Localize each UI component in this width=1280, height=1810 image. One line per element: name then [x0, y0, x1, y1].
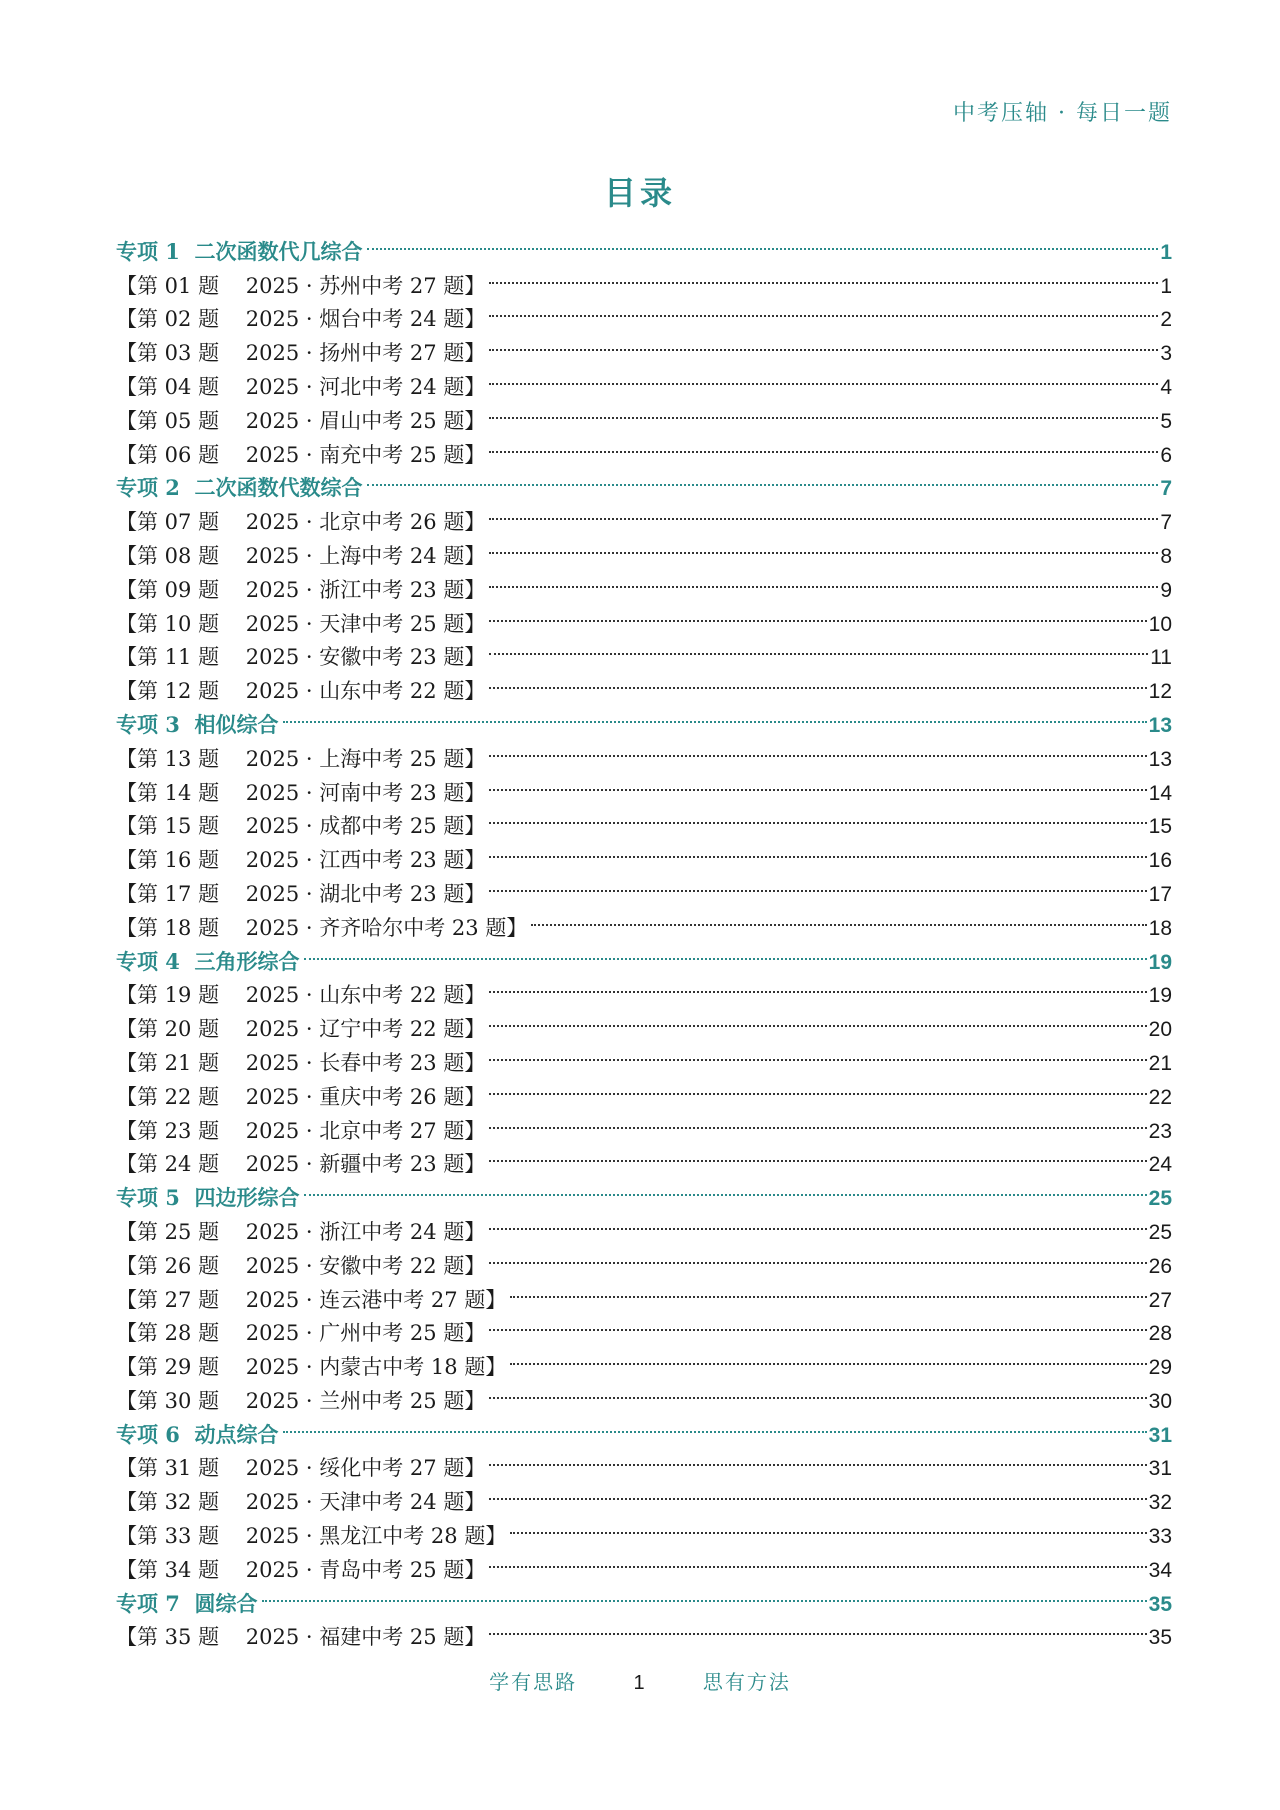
- page-footer: [0, 1666, 1280, 1695]
- toc-leader-dots: [489, 1307, 1146, 1341]
- toc-page-number: 26: [1148, 1254, 1172, 1278]
- toc-leader-dots: [283, 698, 1147, 732]
- toc-leader-dots: [489, 969, 1146, 1003]
- toc-section-label: 专项 4 三角形综合: [116, 948, 300, 974]
- toc-leader-dots: [489, 1475, 1146, 1509]
- toc-item-label: 【第 21 题 2025 · 长春中考 23 题】: [116, 1050, 486, 1075]
- toc-leader-dots: [304, 935, 1147, 969]
- toc-page-number: 3: [1160, 342, 1172, 366]
- toc-item-label: 【第 34 题 2025 · 青岛中考 25 题】: [116, 1557, 486, 1582]
- toc-leader-dots: [489, 1002, 1146, 1036]
- toc-page-number: 23: [1148, 1119, 1172, 1143]
- toc-item-label: 【第 05 题 2025 · 眉山中考 25 题】: [116, 408, 486, 433]
- toc-item-label: 【第 02 题 2025 · 烟台中考 24 题】: [116, 307, 486, 332]
- toc-page-number: 8: [1160, 544, 1172, 568]
- toc-page-number: 1: [1160, 274, 1172, 298]
- toc-leader-dots: [489, 1205, 1146, 1239]
- toc-page-number: 14: [1148, 781, 1172, 805]
- toc-leader-dots: [489, 1611, 1146, 1645]
- toc-item-label: 【第 07 题 2025 · 北京中考 26 题】: [116, 510, 486, 535]
- toc-leader-dots: [262, 1577, 1147, 1611]
- toc-page-number: 33: [1148, 1525, 1172, 1549]
- toc-item-label: 【第 12 题 2025 · 山东中考 22 题】: [116, 679, 486, 704]
- toc-leader-dots: [489, 597, 1146, 631]
- toc-leader-dots: [489, 1104, 1146, 1138]
- toc-page-number: 21: [1148, 1051, 1172, 1075]
- toc-item-label: 【第 06 题 2025 · 南充中考 25 题】: [116, 442, 486, 467]
- toc-item-label: 【第 26 题 2025 · 安徽中考 22 题】: [116, 1253, 486, 1278]
- footer-page-number: 1: [633, 1672, 647, 1694]
- toc-section-label: 专项 7 圆综合: [116, 1590, 258, 1616]
- toc-item-label: 【第 08 题 2025 · 上海中考 24 题】: [116, 543, 486, 568]
- toc-leader-dots: [489, 360, 1158, 394]
- toc-page-number: 7: [1160, 511, 1172, 535]
- toc-section-entry[interactable]: [116, 225, 1172, 264]
- toc-leader-dots: [489, 631, 1148, 665]
- toc-item-label: 【第 30 题 2025 · 兰州中考 25 题】: [116, 1388, 486, 1413]
- toc-leader-dots: [367, 225, 1159, 259]
- toc-leader-dots: [510, 1273, 1146, 1307]
- toc-section-entry[interactable]: [116, 1577, 1172, 1616]
- toc-item-label: 【第 14 题 2025 · 河南中考 23 题】: [116, 780, 486, 805]
- toc-leader-dots: [489, 664, 1146, 698]
- footer-left-motto: 学有思路: [489, 1670, 578, 1694]
- toc-item-label: 【第 22 题 2025 · 重庆中考 26 题】: [116, 1084, 486, 1109]
- toc-item-label: 【第 17 题 2025 · 湖北中考 23 题】: [116, 881, 486, 906]
- table-of-contents: [116, 225, 1172, 1650]
- toc-leader-dots: [489, 1442, 1146, 1476]
- toc-item-label: 【第 31 题 2025 · 绥化中考 27 题】: [116, 1456, 486, 1481]
- toc-leader-dots: [489, 259, 1158, 293]
- toc-page-number: 6: [1160, 443, 1172, 467]
- toc-leader-dots: [489, 1374, 1146, 1408]
- toc-section-label: 专项 2 二次函数代数综合: [116, 475, 363, 501]
- toc-page-number: 9: [1160, 578, 1172, 602]
- toc-item-label: 【第 35 题 2025 · 福建中考 25 题】: [116, 1625, 486, 1650]
- toc-item-label: 【第 29 题 2025 · 内蒙古中考 18 题】: [116, 1355, 507, 1380]
- toc-leader-dots: [510, 1340, 1146, 1374]
- toc-item-label: 【第 01 题 2025 · 苏州中考 27 题】: [116, 273, 486, 298]
- toc-item-label: 【第 32 题 2025 · 天津中考 24 题】: [116, 1490, 486, 1515]
- toc-page-number: 11: [1150, 646, 1172, 670]
- toc-item-label: 【第 13 题 2025 · 上海中考 25 题】: [116, 746, 486, 771]
- toc-item-label: 【第 28 题 2025 · 广州中考 25 题】: [116, 1321, 486, 1346]
- toc-page-number: 22: [1148, 1085, 1172, 1109]
- toc-leader-dots: [489, 800, 1146, 834]
- toc-item-label: 【第 27 题 2025 · 连云港中考 27 题】: [116, 1287, 507, 1312]
- toc-item-label: 【第 03 题 2025 · 扬州中考 27 题】: [116, 341, 486, 366]
- toc-page-number: 13: [1148, 713, 1172, 737]
- toc-item-entry[interactable]: [116, 1611, 1172, 1650]
- toc-page-number: 18: [1148, 916, 1172, 940]
- toc-leader-dots: [283, 1408, 1147, 1442]
- toc-item-label: 【第 15 题 2025 · 成都中考 25 题】: [116, 814, 486, 839]
- toc-item-label: 【第 20 题 2025 · 辽宁中考 22 题】: [116, 1017, 486, 1042]
- toc-item-label: 【第 09 题 2025 · 浙江中考 23 题】: [116, 577, 486, 602]
- toc-leader-dots: [489, 833, 1146, 867]
- toc-leader-dots: [531, 901, 1146, 935]
- toc-page-number: 30: [1148, 1389, 1172, 1413]
- toc-item-label: 【第 24 题 2025 · 新疆中考 23 题】: [116, 1152, 486, 1177]
- toc-page-number: 15: [1148, 815, 1172, 839]
- toc-page-number: 1: [1160, 240, 1172, 264]
- toc-leader-dots: [489, 1036, 1146, 1070]
- toc-item-label: 【第 25 题 2025 · 浙江中考 24 题】: [116, 1219, 486, 1244]
- toc-item-label: 【第 11 题 2025 · 安徽中考 23 题】: [116, 645, 486, 670]
- toc-page-number: 28: [1148, 1322, 1172, 1346]
- header-series-title: 中考压轴 · 每日一题: [953, 101, 1172, 126]
- toc-section-label: 专项 6 动点综合: [116, 1421, 279, 1447]
- toc-leader-dots: [489, 563, 1158, 597]
- toc-page-number: 5: [1160, 409, 1172, 433]
- toc-item-label: 【第 04 题 2025 · 河北中考 24 题】: [116, 374, 486, 399]
- toc-leader-dots: [489, 766, 1146, 800]
- toc-page-number: 12: [1148, 680, 1172, 704]
- toc-leader-dots: [489, 428, 1158, 462]
- toc-section-label: 专项 3 相似综合: [116, 711, 279, 737]
- toc-page-number: 35: [1148, 1626, 1172, 1650]
- toc-leader-dots: [489, 394, 1158, 428]
- toc-leader-dots: [489, 326, 1158, 360]
- toc-page-number: 27: [1148, 1288, 1172, 1312]
- toc-section-label: 专项 5 四边形综合: [116, 1185, 300, 1211]
- toc-leader-dots: [489, 1070, 1146, 1104]
- toc-leader-dots: [489, 1239, 1146, 1273]
- toc-page-number: 31: [1148, 1423, 1172, 1447]
- toc-page-number: 2: [1160, 308, 1172, 332]
- toc-page-number: 19: [1148, 984, 1172, 1008]
- toc-page-number: 17: [1148, 882, 1172, 906]
- toc-page-number: 4: [1160, 375, 1172, 399]
- toc-page-number: 32: [1148, 1491, 1172, 1515]
- toc-leader-dots: [489, 293, 1158, 327]
- toc-page-number: 29: [1148, 1356, 1172, 1380]
- toc-item-label: 【第 23 题 2025 · 北京中考 27 题】: [116, 1118, 486, 1143]
- toc-leader-dots: [304, 1171, 1147, 1205]
- page-title: 目录: [603, 174, 676, 212]
- toc-page-number: 24: [1148, 1153, 1172, 1177]
- toc-leader-dots: [489, 1543, 1146, 1577]
- toc-section-label: 专项 1 二次函数代几综合: [116, 238, 363, 264]
- toc-page-number: 35: [1148, 1592, 1172, 1616]
- toc-page-number: 19: [1148, 950, 1172, 974]
- toc-leader-dots: [489, 867, 1146, 901]
- toc-item-label: 【第 33 题 2025 · 黑龙江中考 28 题】: [116, 1524, 507, 1549]
- toc-leader-dots: [367, 462, 1159, 496]
- toc-page-number: 34: [1148, 1558, 1172, 1582]
- toc-page-number: 10: [1148, 612, 1172, 636]
- toc-page-number: 25: [1148, 1187, 1172, 1211]
- toc-item-label: 【第 19 题 2025 · 山东中考 22 题】: [116, 983, 486, 1008]
- toc-leader-dots: [489, 529, 1158, 563]
- toc-page-number: 7: [1160, 477, 1172, 501]
- toc-leader-dots: [489, 732, 1146, 766]
- toc-page-number: 25: [1148, 1220, 1172, 1244]
- toc-item-label: 【第 18 题 2025 · 齐齐哈尔中考 23 题】: [116, 915, 528, 940]
- footer-right-motto: 思有方法: [702, 1670, 791, 1694]
- toc-page-number: 16: [1148, 849, 1172, 873]
- toc-leader-dots: [489, 1138, 1146, 1172]
- toc-leader-dots: [489, 495, 1158, 529]
- toc-page-number: 13: [1148, 747, 1172, 771]
- toc-leader-dots: [510, 1509, 1146, 1543]
- toc-item-label: 【第 10 题 2025 · 天津中考 25 题】: [116, 611, 486, 636]
- toc-page-number: 31: [1148, 1457, 1172, 1481]
- toc-item-label: 【第 16 题 2025 · 江西中考 23 题】: [116, 848, 486, 873]
- toc-page-number: 20: [1148, 1018, 1172, 1042]
